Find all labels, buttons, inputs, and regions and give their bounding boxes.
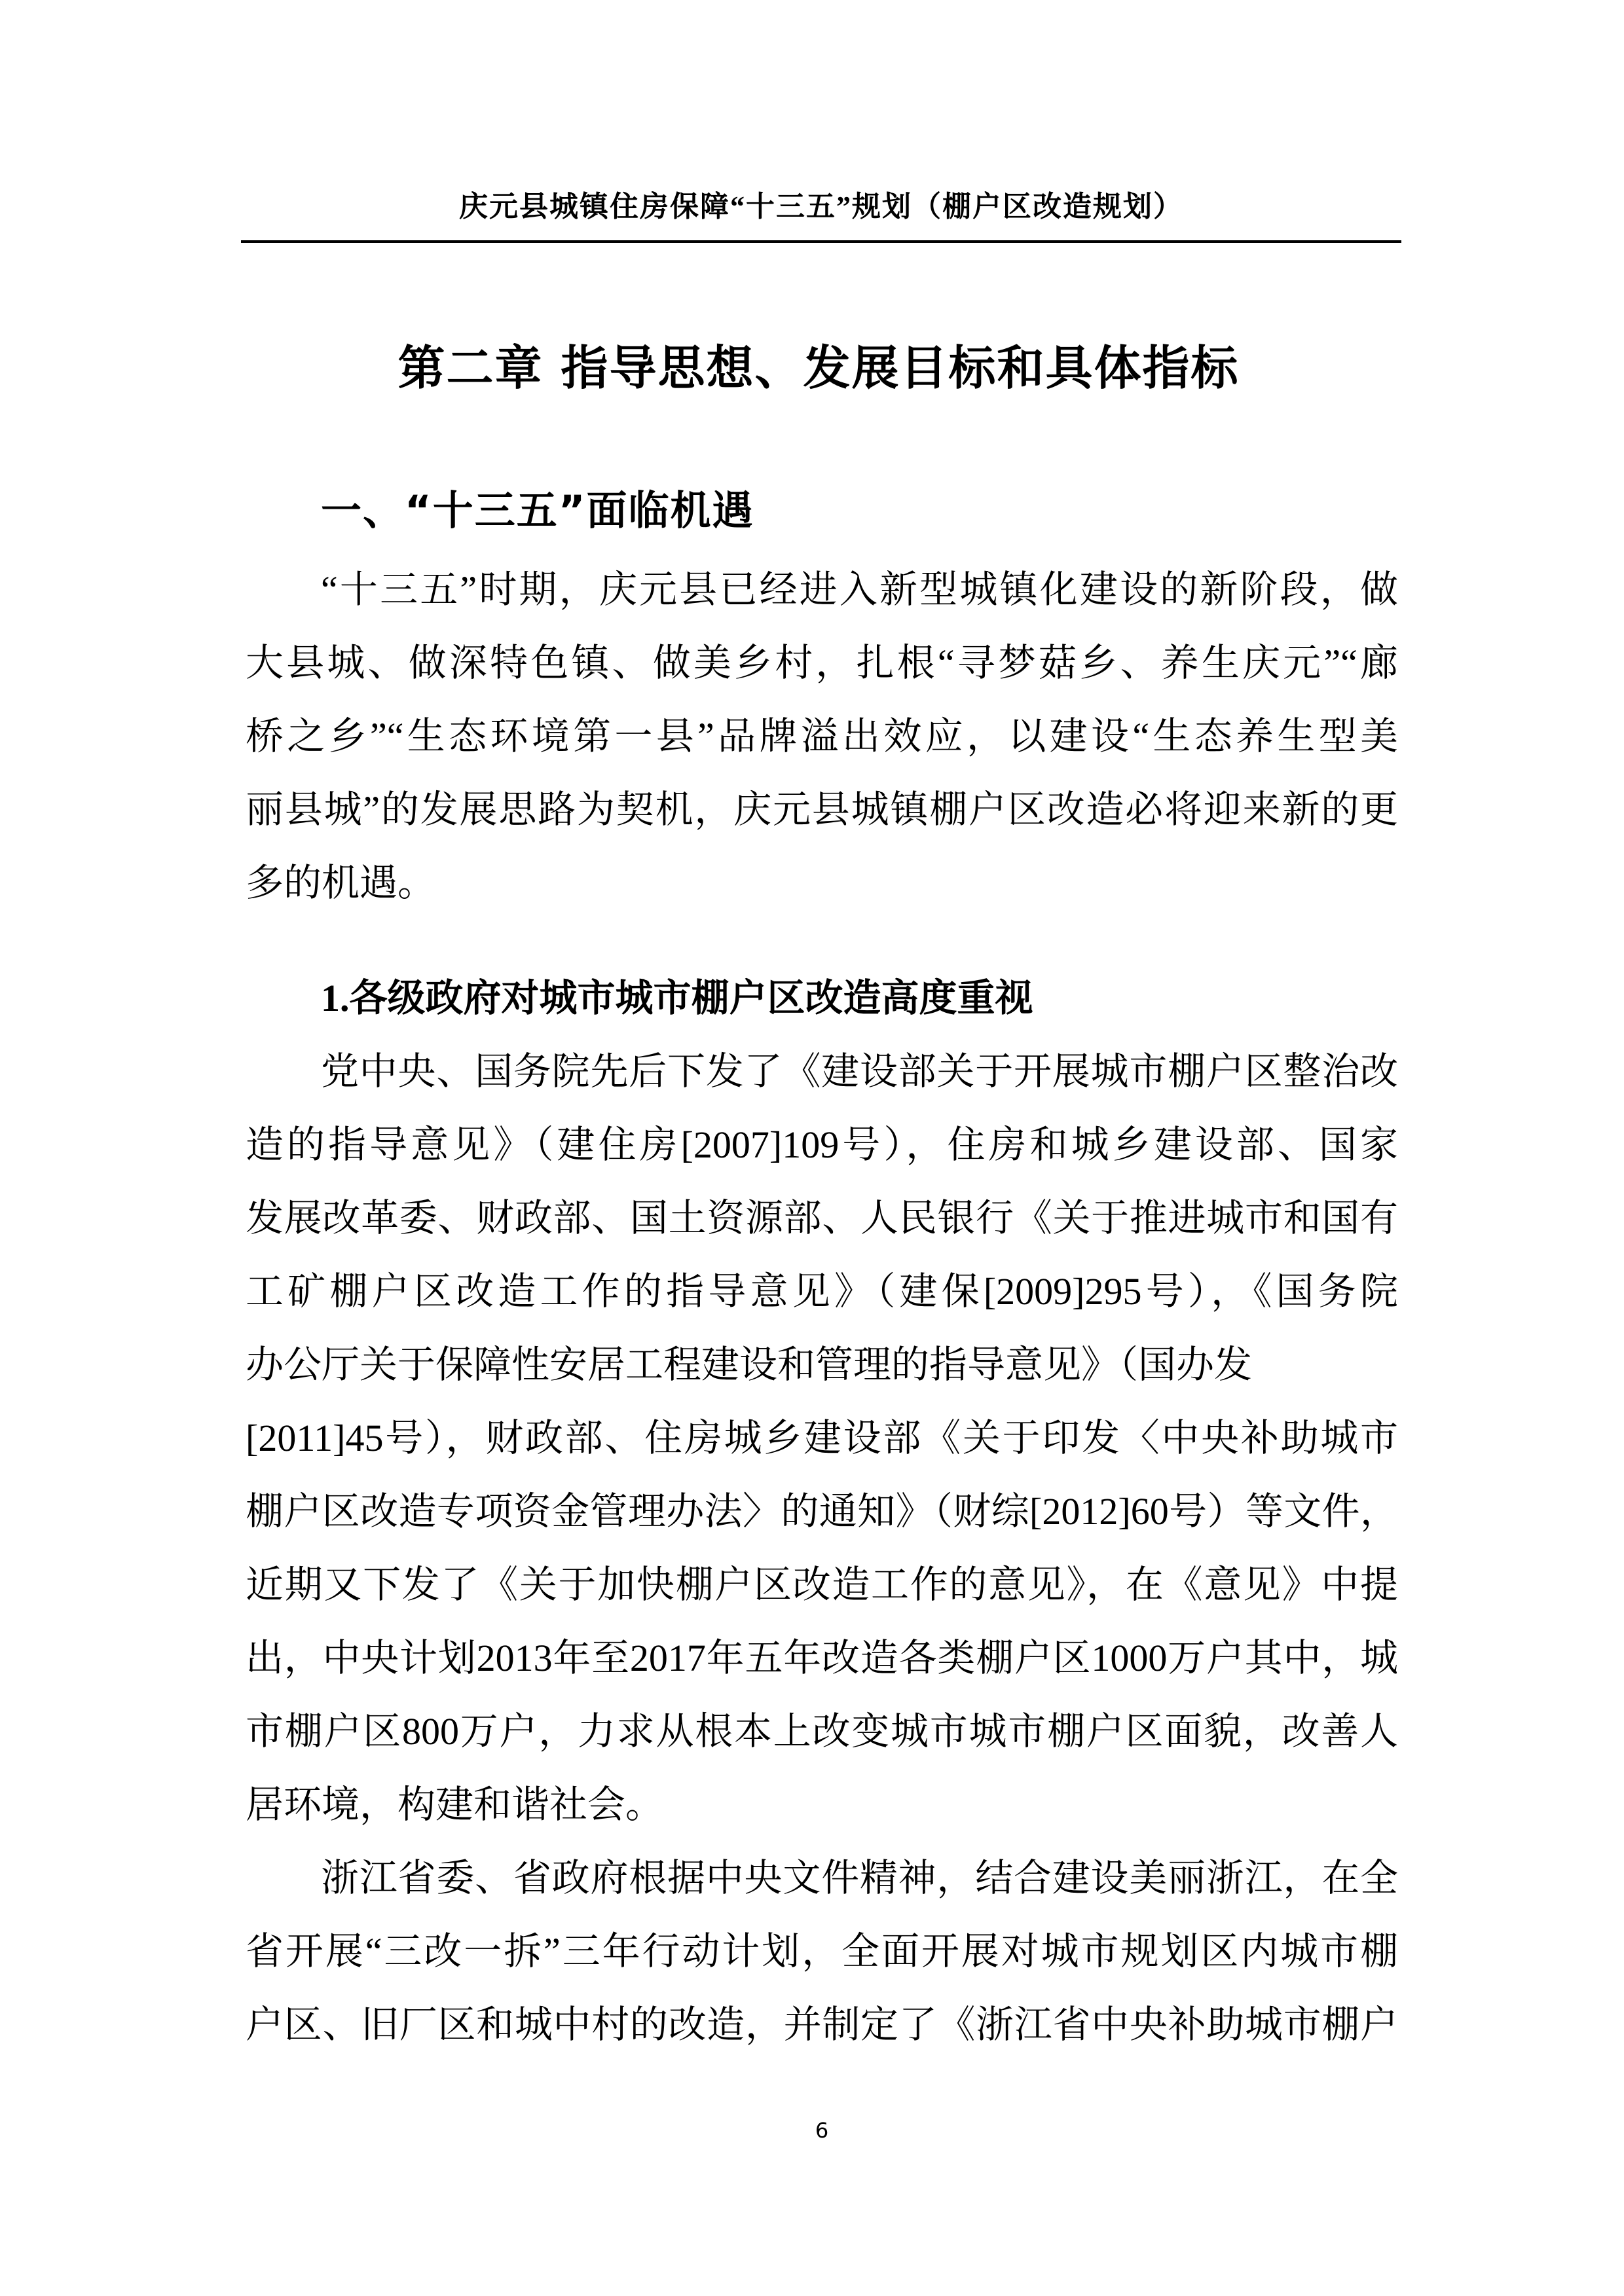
paragraph-line: 丽县城”的发展思路为契机，庆元县城镇棚户区改造必将迎来新的更 — [246, 788, 1398, 831]
paragraph-line: 桥之乡”“生态环境第一县”品牌溢出效应，以建设“生态养生型美 — [246, 715, 1398, 757]
chapter-title: 第二章 指导思想、发展目标和具体指标 — [397, 340, 1240, 395]
paragraph-line: 大县城、做深特色镇、做美乡村，扎根“寻梦菇乡、养生庆元”“廊 — [246, 642, 1398, 684]
page-number: 6 — [815, 2118, 829, 2143]
paragraph-line: 办公厅关于保障性安居工程建设和管理的指导意见》（国办发 — [246, 1343, 1253, 1386]
document-body — [246, 553, 1398, 2062]
paragraph-line: 造的指导意见》（建住房[2007]109号），住房和城乡建设部、国家 — [246, 1123, 1398, 1166]
paragraph-line: 发展改革委、财政部、国土资源部、人民银行《关于推进城市和国有 — [246, 1197, 1398, 1239]
paragraph-line: 户区、旧厂区和城中村的改造，并制定了《浙江省中央补助城市棚户 — [246, 2003, 1398, 2046]
paragraph-3 — [246, 1842, 1398, 2062]
paragraph-line: 省开展“三改一拆”三年行动计划，全面开展对城市规划区内城市棚 — [246, 1930, 1398, 1973]
header-title: 庆元县城镇住房保障“十三五”规划（棚户区改造规划） — [459, 191, 1183, 223]
paragraph-line: “十三五”时期，庆元县已经进入新型城镇化建设的新阶段，做 — [321, 568, 1398, 611]
paragraph-line: 居环境，构建和谐社会。 — [246, 1783, 664, 1826]
page-header — [241, 191, 1401, 243]
paragraph-line: 党中央、国务院先后下发了《建设部关于开展城市棚户区整治改 — [321, 1050, 1398, 1093]
paragraph-line: 工矿棚户区改造工作的指导意见》（建保[2009]295号），《国务院 — [246, 1270, 1398, 1313]
paragraph-line: 市棚户区800万户，力求从根本上改变城市城市棚户区面貌，改善人 — [246, 1710, 1398, 1753]
paragraph-line: 近期又下发了《关于加快棚户区改造工作的意见》，在《意见》中提 — [246, 1563, 1398, 1606]
paragraph-line: 棚户区改造专项资金管理办法〉的通知》（财综[2012]60号）等文件， — [246, 1490, 1398, 1533]
paragraph-line: 浙江省委、省政府根据中央文件精神，结合建设美丽浙江，在全 — [321, 1857, 1398, 1899]
paragraph-line: [2011]45号），财政部、住房城乡建设部《关于印发〈中央补助城市 — [246, 1417, 1398, 1459]
paragraph-line: 出，中央计划2013年至2017年五年改造各类棚户区1000万户其中，城 — [246, 1637, 1398, 1679]
subsection-heading: 1.各级政府对城市城市棚户区改造高度重视 — [321, 977, 1033, 1019]
paragraph-1 — [246, 553, 1398, 920]
paragraph-2 — [246, 1035, 1398, 1842]
section-heading: 一、“十三五”面临机遇 — [321, 486, 754, 534]
paragraph-line: 多的机遇。 — [246, 862, 436, 904]
